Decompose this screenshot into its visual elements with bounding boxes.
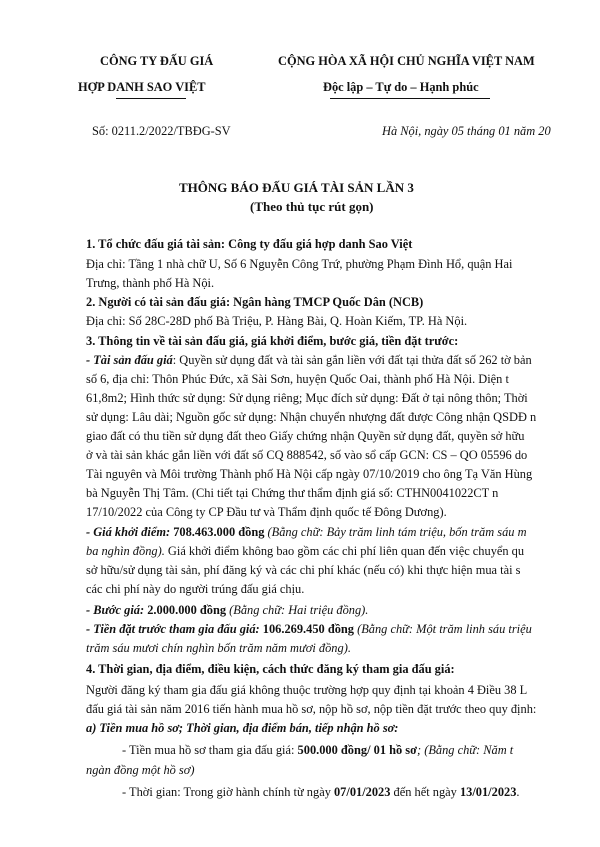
deposit-words: (Bằng chữ: Một trăm linh sáu triệu — [354, 622, 532, 636]
fee-value: 500.000 đồng/ 01 hồ sơ — [297, 743, 417, 757]
starting-price-words: (Bằng chữ: Bảy trăm linh tám triệu, bốn trăm sáu m — [264, 525, 527, 539]
time-text: - Thời gian: Trong giờ hành chính từ ngày — [122, 785, 334, 799]
section-4-line: đấu giá tài sản năm 2016 tiến hành mua hồ sơ, nộp hồ sơ, nộp tiền đặt trước theo quy định: — [86, 702, 537, 716]
price-step-value: 2.000.000 đồng — [144, 603, 227, 617]
starting-price-note-line: các chi phí này do người trúng đấu giá chịu. — [86, 582, 305, 596]
time-from: 07/01/2023 — [333, 785, 391, 799]
starting-price-note-line: sở hữu/sử dụng tài sản, phí đăng ký và các chi phí khác (nếu có) khi thực hiện mua tài s — [86, 563, 521, 577]
starting-price-line — [86, 544, 524, 559]
section-4-heading: 4. Thời gian, địa điểm, điều kiện, cách thức đăng ký tham gia đấu giá: — [86, 662, 455, 676]
time-mid: đến hết ngày — [390, 785, 460, 799]
starting-price-value: 708.463.000 đồng — [170, 525, 265, 539]
fee-words: ; (Bằng chữ: Năm t — [416, 743, 514, 757]
price-step-words: (Bằng chữ: Hai triệu đồng). — [226, 603, 369, 617]
section-1-heading: 1. Tổ chức đấu giá tài sản: Công ty đấu giá hợp danh Sao Việt — [86, 237, 413, 251]
header-left-cut-text: CÔNG TY ĐẤU GIÁ — [100, 54, 214, 68]
fee-text: - Tiền mua hồ sơ tham gia đấu giá: — [122, 743, 298, 757]
time-to: 13/01/2023 — [459, 785, 517, 799]
price-step-label: - Bước giá: — [86, 603, 145, 617]
asset-paragraph-line: Tài nguyên và Môi trường Thành phố Hà Nội cấp ngày 07/10/2019 cho ông Tạ Văn Hùng — [86, 467, 533, 481]
time-line — [122, 785, 520, 800]
section-2-line: Địa chỉ: Số 28C-28D phố Bà Triệu, P. Hàng Bài, Q. Hoàn Kiếm, TP. Hà Nội. — [86, 314, 468, 328]
deposit-words-line: trăm sáu mươi chín nghìn bốn trăm năm mươi đồng). — [86, 641, 351, 655]
section-4a-heading: a) Tiền mua hồ sơ; Thời gian, địa điểm bán, tiếp nhận hồ sơ: — [86, 721, 399, 735]
header-right-cut — [278, 54, 600, 68]
price-step-line — [86, 603, 368, 618]
asset-paragraph-line: số 6, địa chỉ: Thôn Phúc Đức, xã Sài Sơn, huyện Quốc Oai, thành phố Hà Nội. Diện t — [86, 372, 509, 386]
asset-paragraph-line: 17/10/2022 của Công ty CP Đầu tư và Thẩm định quốc tế Đông Dương). — [86, 505, 447, 519]
national-motto: Độc lập – Tự do – Hạnh phúc — [323, 80, 479, 94]
asset-paragraph-line: bà Nguyễn Thị Tâm. (Chi tiết tại Chứng thư thẩm định giá số: CTHN0041022CT n — [86, 486, 499, 500]
document-title: THÔNG BÁO ĐẤU GIÁ TÀI SẢN LẦN 3 — [179, 180, 414, 195]
asset-label: - Tài sản đấu giá — [86, 353, 173, 367]
date-place: Hà Nội, ngày 05 tháng 01 năm 20 — [382, 124, 551, 138]
section-2-heading: 2. Người có tài sản đấu giá: Ngân hàng TMCP Quốc Dân (NCB) — [86, 295, 424, 309]
header-right-cut-text: CỘNG HÒA XÃ HỘI CHỦ NGHĨA VIỆT NAM — [278, 54, 535, 68]
section-1-line: Địa chỉ: Tầng 1 nhà chữ U, Số 6 Nguyễn Công Trứ, phường Phạm Đình Hổ, quận Hai — [86, 257, 513, 271]
document-subtitle: (Theo thủ tục rút gọn) — [250, 199, 374, 214]
asset-text: : Quyền sử dụng đất và tài sản gắn liền với đất tại thửa đất số 262 tờ bản — [172, 353, 532, 367]
section-4-line: Người đăng ký tham gia đấu giá không thuộc trường hợp quy định tại khoản 4 Điều 38 L — [86, 683, 528, 697]
deposit-label: - Tiền đặt trước tham gia đấu giá: — [86, 622, 260, 636]
time-end: . — [516, 785, 520, 799]
asset-paragraph-line: 61,8m2; Hình thức sử dụng: Sử dụng riêng; Mục đích sử dụng: Đất ở tại nông thôn; Thời — [86, 391, 528, 405]
starting-price-words-cont: ba nghìn đồng). — [86, 544, 165, 558]
section-1-line: Trưng, thành phố Hà Nội. — [86, 276, 215, 290]
reference-number: Số: 0211.2/2022/TBĐG-SV — [92, 124, 231, 138]
motto-underline — [330, 98, 490, 99]
starting-price-line — [86, 525, 527, 540]
starting-price-note: Giá khởi điểm không bao gồm các chi phí liên quan đến việc chuyển qu — [164, 544, 525, 558]
deposit-line — [86, 622, 532, 637]
starting-price-label: - Giá khởi điểm: — [86, 525, 171, 539]
fee-line — [122, 743, 513, 758]
fee-words-line: ngàn đồng một hồ sơ) — [86, 763, 195, 777]
org-underline — [116, 98, 186, 99]
deposit-value: 106.269.450 đồng — [259, 622, 354, 636]
header-left-cut — [100, 54, 250, 68]
section-3-heading: 3. Thông tin về tài sản đấu giá, giá khởi điểm, bước giá, tiền đặt trước: — [86, 334, 459, 348]
asset-paragraph-line: giao đất có thu tiền sử dụng đất theo Giấy chứng nhận Quyền sử dụng đất, quyền sở hữu — [86, 429, 525, 443]
asset-paragraph-line: ở và tài sản khác gắn liền với đất số CQ 888542, số vào sổ cấp GCN: CS – QO 05596 do — [86, 448, 528, 462]
asset-paragraph-line: sử dụng: Lâu dài; Nguồn gốc sử dụng: Nhận chuyển nhượng đất được Công nhận QSDĐ n — [86, 410, 537, 424]
asset-paragraph-line — [86, 353, 532, 368]
org-name: HỢP DANH SAO VIỆT — [78, 80, 206, 94]
